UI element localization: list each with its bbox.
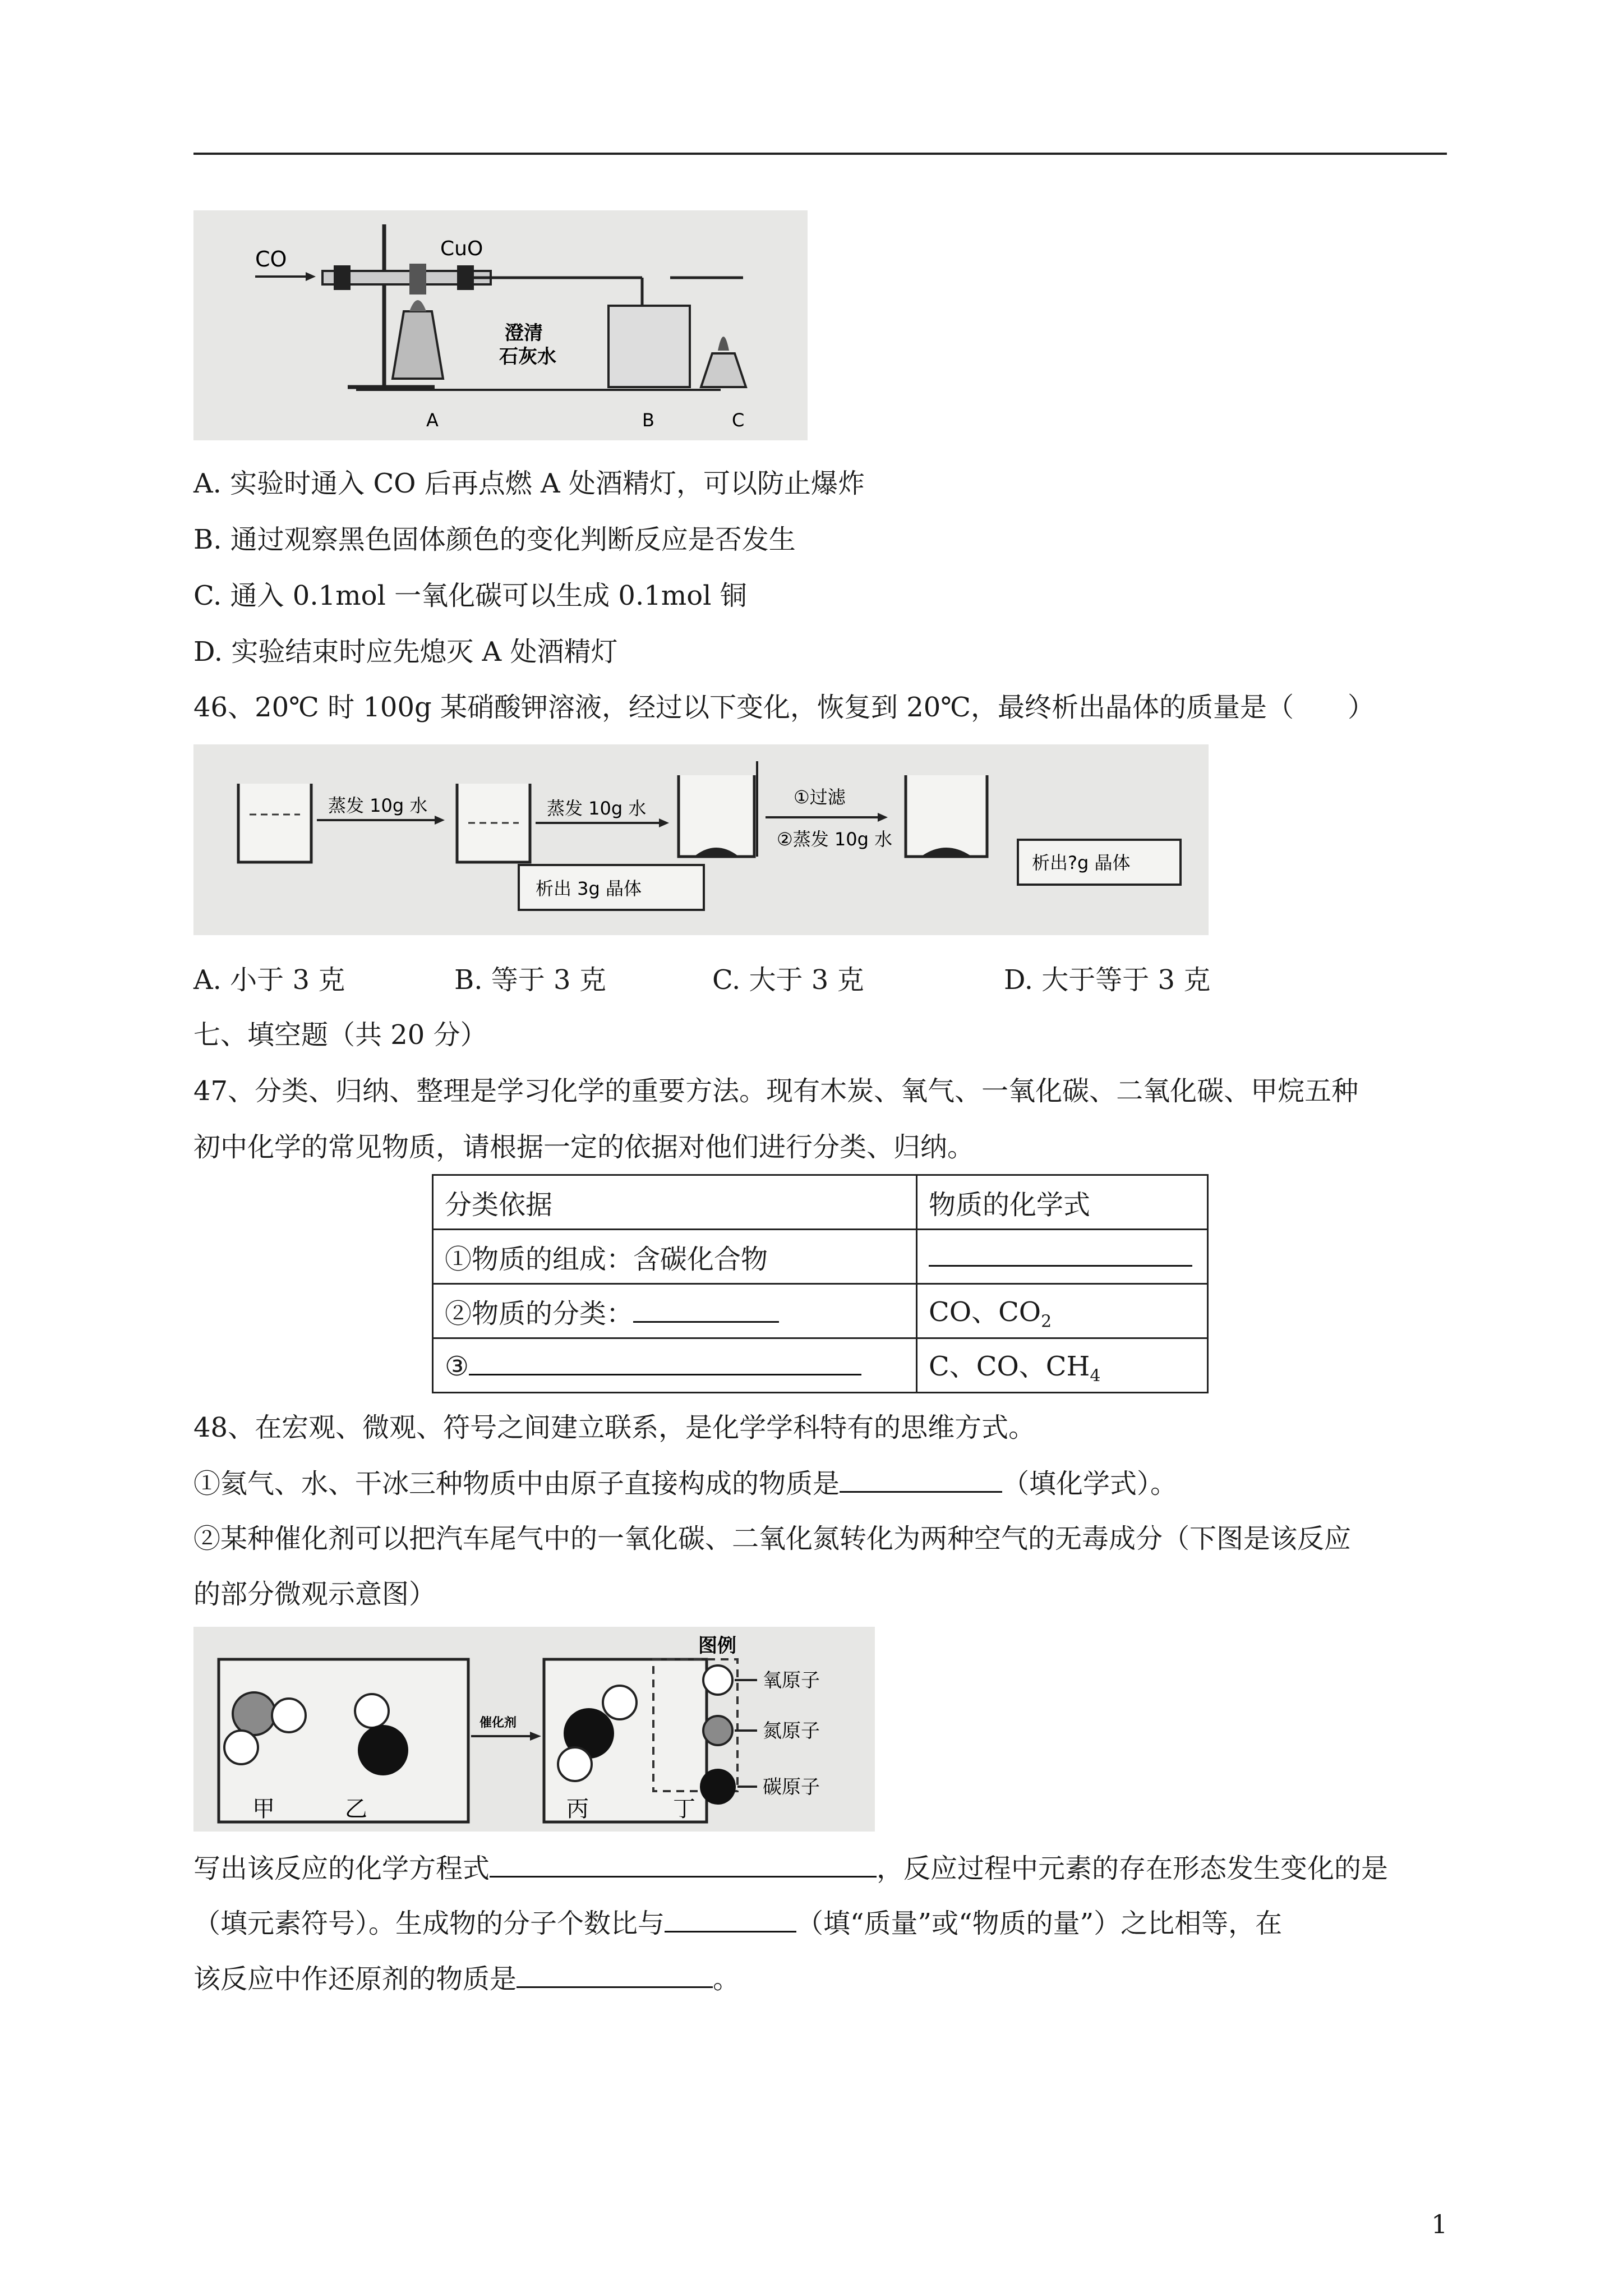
- page-number: 1: [1431, 2209, 1448, 2239]
- q48-line-6-start: （填元素符号）。生成物的分子个数比与: [193, 1908, 665, 1939]
- q46-option-b: B. 等于 3 克: [454, 964, 606, 996]
- q47-line-1: 47、分类、归纳、整理是学习化学的重要方法。现有木炭、氧气、一氧化碳、二氧化碳、甲烷五种: [193, 1075, 1359, 1107]
- row2-formula-subscript: 2: [1041, 1312, 1052, 1332]
- header-rule: [193, 153, 1447, 155]
- box1-label: 析出 3g 晶体: [536, 878, 642, 899]
- ratio-blank[interactable]: [665, 1906, 796, 1932]
- q48-line-7: [193, 1962, 740, 1996]
- legend-title: 图例: [698, 1635, 736, 1657]
- row2-basis: ②物质的分类：: [445, 1297, 634, 1329]
- legend-oxygen: 氧原子: [763, 1669, 820, 1692]
- q48-line-4: 的部分微观示意图）: [193, 1579, 436, 1610]
- equation-blank[interactable]: [490, 1851, 877, 1878]
- q45-option-a: A. 实验时通入 CO 后再点燃 A 处酒精灯，可以防止爆炸: [193, 468, 865, 499]
- q48-line-2-end: （填化学式）。: [1002, 1468, 1178, 1499]
- q48-line-5: [193, 1851, 1388, 1885]
- q46-option-c: C. 大于 3 克: [712, 964, 864, 996]
- label-b: B: [642, 409, 654, 431]
- q45-option-b: B. 通过观察黑色固体颜色的变化判断反应是否发生: [193, 524, 796, 555]
- table-header-basis: 分类依据: [433, 1175, 917, 1230]
- row3-formula-cell: [917, 1338, 1208, 1393]
- row3-basis-cell: [433, 1338, 917, 1393]
- label-yi: 乙: [345, 1796, 367, 1822]
- q48-atom-blank[interactable]: [840, 1466, 1002, 1493]
- step2-label: 蒸发 10g 水: [547, 798, 647, 819]
- label-ding: 丁: [673, 1796, 695, 1822]
- legend-carbon: 碳原子: [763, 1776, 820, 1798]
- q48-line-3: ②某种催化剂可以把汽车尾气中的一氧化碳、二氧化氮转化为两种空气的无毒成分（下图是该反应: [193, 1523, 1352, 1554]
- row2-basis-blank[interactable]: [633, 1296, 779, 1323]
- step1-label: 蒸发 10g 水: [328, 795, 428, 816]
- limewater-label-2: 石灰水: [499, 346, 556, 368]
- q46-option-a: A. 小于 3 克: [193, 964, 345, 996]
- q48-line-6-end: （填“质量”或“物质的量”）之比相等，在: [796, 1908, 1283, 1939]
- catalyst-label: 催化剂: [479, 1716, 517, 1730]
- row2-formula-cell: [917, 1284, 1208, 1338]
- q46-evaporation-figure: [193, 744, 1209, 935]
- table-row: [433, 1284, 1208, 1338]
- q45-option-c: C. 通入 0.1mol 一氧化碳可以生成 0.1mol 铜: [193, 580, 747, 611]
- row1-formula-blank[interactable]: [929, 1240, 1192, 1267]
- q48-line-2: [193, 1466, 1177, 1501]
- legend-nitrogen: 氮原子: [763, 1720, 820, 1742]
- q48-micro-diagram: [193, 1627, 875, 1832]
- step3b-label: ②蒸发 10g 水: [777, 829, 893, 850]
- cuo-label: CuO: [440, 237, 483, 260]
- classification-table: [432, 1174, 1209, 1393]
- row3-formula-subscript: 4: [1090, 1366, 1101, 1386]
- label-a: A: [426, 409, 439, 431]
- q45-apparatus-figure: [193, 210, 808, 440]
- row3-basis: ③: [445, 1350, 469, 1382]
- table-row: [433, 1338, 1208, 1393]
- q48-line-7-end: 。: [713, 1963, 740, 1995]
- row2-basis-cell: [433, 1284, 917, 1338]
- section-title: 七、填空题（共 20 分）: [193, 1019, 487, 1051]
- label-jia: 甲: [252, 1796, 275, 1822]
- q48-line-5-end: ，反应过程中元素的存在形态发生变化的是: [877, 1853, 1389, 1884]
- q45-option-d: D. 实验结束时应先熄灭 A 处酒精灯: [193, 636, 618, 668]
- table-header-formula: 物质的化学式: [917, 1175, 1208, 1230]
- label-c: C: [732, 409, 745, 431]
- q48-line-5-start: 写出该反应的化学方程式: [193, 1853, 490, 1884]
- table-row: [433, 1175, 1208, 1230]
- limewater-label-1: 澄清: [505, 322, 543, 344]
- q46-option-d: D. 大于等于 3 克: [1004, 964, 1211, 996]
- row3-basis-blank[interactable]: [469, 1349, 861, 1375]
- step3a-label: ①过滤: [794, 786, 846, 808]
- row1-formula-cell: [917, 1230, 1208, 1284]
- label-bing: 丙: [566, 1796, 589, 1822]
- q48-line-6: [193, 1906, 1282, 1940]
- q47-line-2: 初中化学的常见物质，请根据一定的依据对他们进行分类、归纳。: [193, 1131, 975, 1163]
- box2-label: 析出?g 晶体: [1032, 852, 1131, 873]
- table-row: [433, 1230, 1208, 1284]
- q48-line-2-start: ①氦气、水、干冰三种物质中由原子直接构成的物质是: [193, 1468, 840, 1499]
- row3-formula: C、CO、CH: [929, 1351, 1090, 1383]
- co-label: CO: [255, 247, 287, 272]
- reducing-agent-blank[interactable]: [517, 1962, 713, 1988]
- row2-formula: CO、CO: [929, 1296, 1041, 1328]
- row1-basis: ①物质的组成：含碳化合物: [433, 1230, 917, 1284]
- q48-line-7-start: 该反应中作还原剂的物质是: [193, 1963, 517, 1995]
- q48-line-1: 48、在宏观、微观、符号之间建立联系，是化学学科特有的思维方式。: [193, 1412, 1036, 1443]
- q46-stem: 46、20℃ 时 100g 某硝酸钾溶液，经过以下变化，恢复到 20℃，最终析出晶体的质量是（ ）: [193, 692, 1375, 723]
